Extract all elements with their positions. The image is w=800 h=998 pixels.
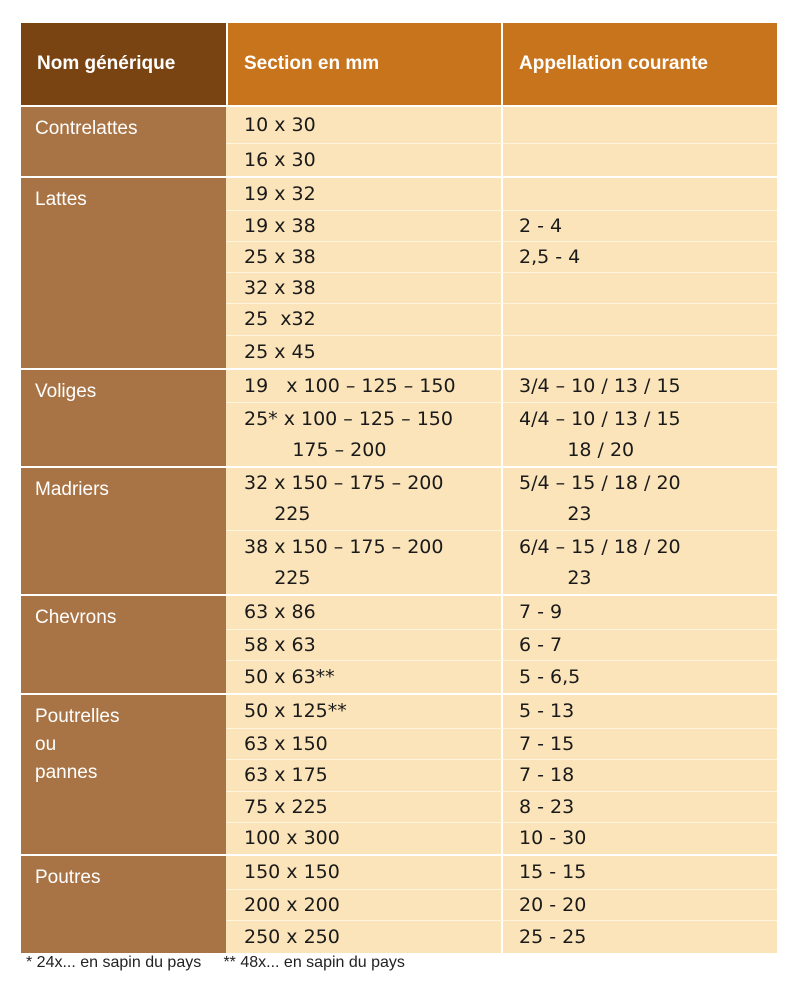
group-name: Contrelattes bbox=[35, 118, 138, 139]
appellation-value: 5 - 13 bbox=[519, 700, 575, 722]
appellation-cell bbox=[501, 729, 777, 759]
table-row bbox=[226, 695, 777, 728]
appellation-cell bbox=[501, 242, 777, 272]
section-cell bbox=[226, 890, 501, 920]
appellation-value: 10 - 30 bbox=[519, 827, 587, 849]
table-row bbox=[226, 889, 777, 920]
appellation-cell bbox=[501, 304, 777, 335]
group-name: Voliges bbox=[35, 381, 97, 402]
group-name: Madriers bbox=[35, 479, 109, 500]
section-cell bbox=[226, 596, 501, 629]
section-value: 63 x 175 bbox=[244, 764, 328, 786]
section-cell bbox=[226, 107, 501, 143]
group-rows bbox=[226, 107, 777, 176]
section-value: 16 x 30 bbox=[244, 148, 316, 171]
section-cell bbox=[226, 760, 501, 791]
appellation-value: 5/4 – 15 / 18 / 20 bbox=[519, 472, 681, 494]
group-name-cell bbox=[21, 596, 226, 693]
section-cell bbox=[226, 823, 501, 854]
table-group bbox=[21, 176, 777, 368]
table-row bbox=[226, 370, 777, 402]
appellation-cell bbox=[501, 178, 777, 210]
section-cell bbox=[226, 403, 501, 466]
wood-sections-table bbox=[21, 23, 777, 953]
group-rows bbox=[226, 370, 777, 466]
table-row bbox=[226, 178, 777, 210]
table-group bbox=[21, 368, 777, 466]
table-row bbox=[226, 791, 777, 822]
appellation-cell bbox=[501, 370, 777, 402]
section-value: 19 x 38 bbox=[244, 214, 316, 237]
group-rows bbox=[226, 468, 777, 594]
appellation-value: 6/4 – 15 / 18 / 20 bbox=[519, 535, 681, 558]
section-value: 19 x 32 bbox=[244, 182, 316, 205]
section-value: 75 x 225 bbox=[244, 795, 328, 818]
header-nom-generique: Nom générique bbox=[21, 23, 226, 105]
table-group bbox=[21, 594, 777, 693]
group-name: Poutrelles bbox=[35, 706, 120, 727]
appellation-cell bbox=[501, 144, 777, 176]
appellation-value: 23 bbox=[519, 503, 592, 525]
table-row bbox=[226, 107, 777, 143]
section-value: 32 x 150 – 175 – 200 bbox=[244, 472, 444, 494]
appellation-value: 2,5 - 4 bbox=[519, 245, 581, 268]
appellation-cell bbox=[501, 661, 777, 693]
table-row bbox=[226, 660, 777, 693]
section-cell bbox=[226, 304, 501, 335]
appellation-cell bbox=[501, 695, 777, 728]
group-name: ou bbox=[35, 734, 57, 755]
section-value: 50 x 63** bbox=[244, 665, 335, 688]
appellation-cell bbox=[501, 273, 777, 303]
appellation-cell bbox=[501, 596, 777, 629]
appellation-cell bbox=[501, 823, 777, 854]
table-group bbox=[21, 693, 777, 854]
appellation-cell bbox=[501, 403, 777, 466]
section-value: 32 x 38 bbox=[244, 276, 316, 299]
section-cell bbox=[226, 630, 501, 660]
group-rows bbox=[226, 856, 777, 953]
group-name-cell bbox=[21, 468, 226, 594]
appellation-cell bbox=[501, 468, 777, 530]
group-rows bbox=[226, 178, 777, 368]
table-row bbox=[226, 530, 777, 594]
table-row bbox=[226, 272, 777, 303]
section-value: 63 x 86 bbox=[244, 601, 316, 623]
section-cell bbox=[226, 242, 501, 272]
section-value: 200 x 200 bbox=[244, 893, 340, 916]
section-value: 225 bbox=[244, 503, 311, 525]
table-row bbox=[226, 402, 777, 466]
section-cell bbox=[226, 273, 501, 303]
appellation-value: 7 - 15 bbox=[519, 732, 575, 755]
appellation-value: 5 - 6,5 bbox=[519, 665, 581, 688]
table-row bbox=[226, 303, 777, 335]
header-section: Section en mm bbox=[226, 23, 501, 105]
table-row bbox=[226, 920, 777, 953]
appellation-value: 3/4 – 10 / 13 / 15 bbox=[519, 374, 681, 397]
appellation-cell bbox=[501, 921, 777, 953]
appellation-value: 23 bbox=[519, 566, 592, 589]
appellation-cell bbox=[501, 890, 777, 920]
section-value: 25* x 100 – 125 – 150 bbox=[244, 407, 453, 430]
appellation-value: 7 - 9 bbox=[519, 601, 563, 623]
appellation-value: 2 - 4 bbox=[519, 214, 563, 237]
appellation-cell bbox=[501, 856, 777, 889]
section-value: 63 x 150 bbox=[244, 732, 328, 755]
section-cell bbox=[226, 856, 501, 889]
table-group bbox=[21, 105, 777, 176]
section-cell bbox=[226, 144, 501, 176]
section-cell bbox=[226, 178, 501, 210]
group-name-cell bbox=[21, 370, 226, 466]
section-value: 150 x 150 bbox=[244, 861, 340, 883]
table-body bbox=[21, 105, 777, 953]
group-rows bbox=[226, 596, 777, 693]
section-value: 58 x 63 bbox=[244, 633, 316, 656]
section-cell bbox=[226, 211, 501, 241]
appellation-value: 8 - 23 bbox=[519, 795, 575, 818]
section-value: 19 x 100 – 125 – 150 bbox=[244, 374, 456, 397]
table-row bbox=[226, 210, 777, 241]
table-row bbox=[226, 596, 777, 629]
table-row bbox=[226, 759, 777, 791]
group-name-cell bbox=[21, 178, 226, 368]
table-row bbox=[226, 468, 777, 530]
header-appellation: Appellation courante bbox=[501, 23, 777, 105]
group-rows bbox=[226, 695, 777, 854]
section-cell bbox=[226, 468, 501, 530]
section-value: 50 x 125** bbox=[244, 700, 347, 722]
table-row bbox=[226, 241, 777, 272]
table-row bbox=[226, 822, 777, 854]
appellation-cell bbox=[501, 531, 777, 594]
table-row bbox=[226, 728, 777, 759]
section-value: 10 x 30 bbox=[244, 113, 316, 136]
table-group bbox=[21, 466, 777, 594]
group-name: pannes bbox=[35, 762, 98, 783]
section-value: 25 x32 bbox=[244, 308, 316, 330]
section-value: 225 bbox=[244, 566, 311, 589]
section-cell bbox=[226, 695, 501, 728]
group-name: Poutres bbox=[35, 867, 101, 888]
table-group bbox=[21, 854, 777, 953]
group-name: Lattes bbox=[35, 189, 87, 210]
appellation-cell bbox=[501, 211, 777, 241]
section-cell bbox=[226, 531, 501, 594]
appellation-cell bbox=[501, 630, 777, 660]
section-value: 38 x 150 – 175 – 200 bbox=[244, 535, 444, 558]
appellation-cell bbox=[501, 336, 777, 368]
appellation-value: 6 - 7 bbox=[519, 633, 563, 656]
group-name-cell bbox=[21, 695, 226, 854]
section-cell bbox=[226, 370, 501, 402]
section-value: 25 x 45 bbox=[244, 340, 316, 363]
group-name-cell bbox=[21, 856, 226, 953]
section-cell bbox=[226, 661, 501, 693]
section-value: 100 x 300 bbox=[244, 827, 340, 849]
table-row bbox=[226, 143, 777, 176]
section-cell bbox=[226, 729, 501, 759]
appellation-cell bbox=[501, 107, 777, 143]
section-cell bbox=[226, 921, 501, 953]
appellation-cell bbox=[501, 792, 777, 822]
appellation-value: 15 - 15 bbox=[519, 861, 587, 883]
appellation-value: 18 / 20 bbox=[519, 438, 635, 461]
table-row bbox=[226, 335, 777, 368]
table-row bbox=[226, 629, 777, 660]
section-cell bbox=[226, 792, 501, 822]
group-name-cell bbox=[21, 107, 226, 176]
section-cell bbox=[226, 336, 501, 368]
appellation-value: 25 - 25 bbox=[519, 925, 587, 948]
table-row bbox=[226, 856, 777, 889]
section-value: 250 x 250 bbox=[244, 925, 340, 948]
appellation-value: 20 - 20 bbox=[519, 893, 587, 916]
section-value: 175 – 200 bbox=[244, 438, 387, 461]
group-name: Chevrons bbox=[35, 607, 117, 628]
appellation-value: 4/4 – 10 / 13 / 15 bbox=[519, 407, 681, 430]
appellation-value: 7 - 18 bbox=[519, 764, 575, 786]
footnote: * 24x... en sapin du pays ** 48x... en sapin du pays bbox=[26, 954, 405, 971]
section-value: 25 x 38 bbox=[244, 245, 316, 268]
appellation-cell bbox=[501, 760, 777, 791]
table-header bbox=[21, 23, 777, 105]
